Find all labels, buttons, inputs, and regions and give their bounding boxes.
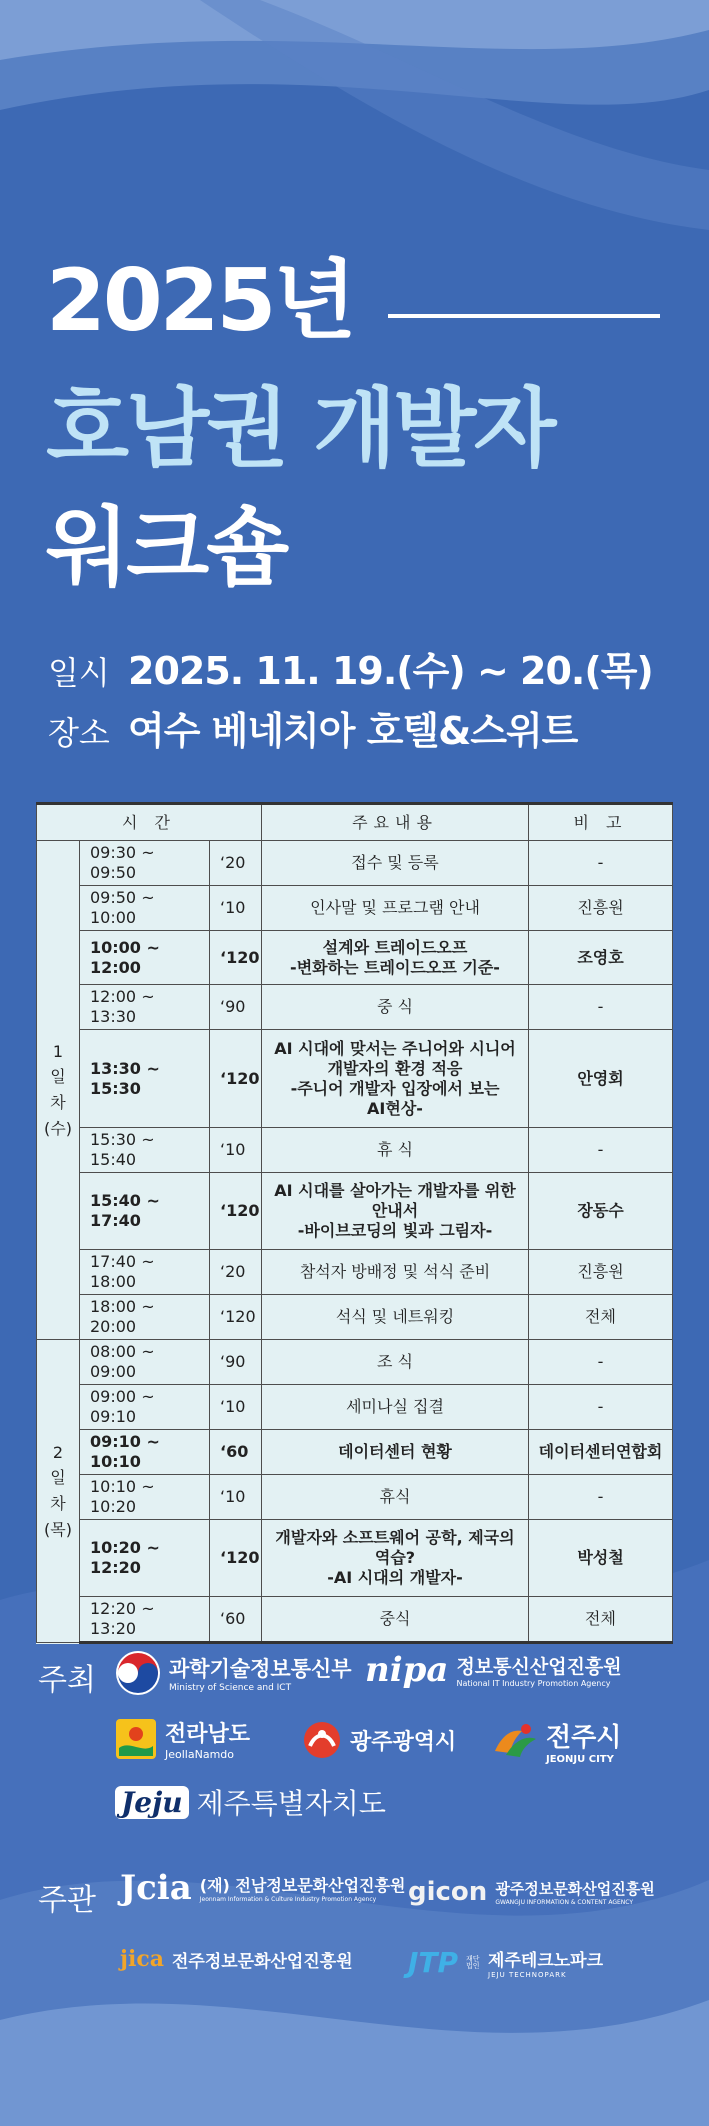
note-cell: - [529, 1340, 673, 1385]
content-cell [262, 1475, 529, 1520]
content-line: 인사말 및 프로그램 안내 [310, 898, 480, 917]
content-cell [262, 1385, 529, 1430]
time-cell: 09:00 ~ 09:10 [80, 1385, 210, 1430]
title-main: 호남권 개발자 [46, 379, 554, 479]
jeonnam-logo [115, 1717, 250, 1761]
title-rule [388, 314, 660, 318]
header-content: 주요내용 [262, 804, 529, 841]
jeonnam-english: JeollaNamdo [165, 1748, 234, 1761]
duration-cell: ‘10 [210, 886, 262, 931]
content-cell [262, 1430, 529, 1475]
day2-label [37, 1340, 80, 1643]
duration-cell: ‘90 [210, 1340, 262, 1385]
time-cell: 12:00 ~ 13:30 [80, 985, 210, 1030]
note-cell: 안영회 [529, 1030, 673, 1128]
nipa-mark: nipa [365, 1650, 449, 1690]
duration-cell: ‘20 [210, 841, 262, 886]
content-cell [262, 841, 529, 886]
table-row [37, 1597, 673, 1643]
content-cell [262, 931, 529, 985]
time-cell: 10:10 ~ 10:20 [80, 1475, 210, 1520]
hosts-label: 주최 [38, 1663, 96, 1698]
content-line: 개발자와 소프트웨어 공학, 제국의 [275, 1528, 515, 1547]
content-line: 설계와 트레이드오프 [322, 937, 468, 957]
note-cell: - [529, 1128, 673, 1173]
table-row [37, 1173, 673, 1250]
jeonnam-emblem-icon [115, 1718, 157, 1760]
gwangju-name: 광주광역시 [350, 1729, 457, 1755]
schedule-header-row [37, 804, 673, 841]
jeju-logo [115, 1782, 386, 1822]
table-row [37, 1520, 673, 1597]
jcia-english: Jeonnam Information & Culture Industry Promotion Agency [199, 1896, 377, 1903]
venue-value: 여수 베네치아 호텔&스위트 [128, 709, 578, 753]
day-label-part: 2 [52, 1442, 64, 1462]
time-cell: 09:30 ~ 09:50 [80, 841, 210, 886]
note-cell: 장동수 [529, 1173, 673, 1250]
content-line: 중식 [379, 1609, 411, 1628]
duration-cell: ‘10 [210, 1385, 262, 1430]
content-line: 세미나실 집결 [346, 1397, 444, 1416]
duration-cell: ‘120 [210, 1520, 262, 1597]
time-cell: 15:30 ~ 15:40 [80, 1128, 210, 1173]
jeonju-logo [492, 1717, 621, 1765]
jtp-name: 제주테크노파크 [488, 1951, 604, 1971]
table-row [37, 1128, 673, 1173]
note-cell: 데이터센터연합회 [529, 1430, 673, 1475]
jeonju-english: JEONJU CITY [546, 1754, 614, 1765]
duration-cell: ‘120 [210, 1295, 262, 1340]
nipa-name: 정보통신산업진흥원 [456, 1656, 622, 1678]
note-cell: 조영호 [529, 931, 673, 985]
content-line: -바이브코딩의 빛과 그림자- [297, 1221, 493, 1240]
content-line: 휴식 [379, 1487, 411, 1506]
day-label-part: (수) [44, 1118, 72, 1138]
note-cell: 진흥원 [529, 1250, 673, 1295]
msit-name: 과학기술정보통신부 [169, 1657, 352, 1681]
note-cell: - [529, 985, 673, 1030]
date-value: 2025. 11. 19.(수) ~ 20.(목) [128, 649, 653, 693]
content-line: -AI 시대의 개발자- [327, 1568, 463, 1587]
table-row [37, 1385, 673, 1430]
content-line: -주니어 개발자 입장에서 보는 [290, 1078, 500, 1098]
content-line: 안내서 [371, 1201, 419, 1220]
note-cell: - [529, 1475, 673, 1520]
jeonju-name: 전주시 [546, 1723, 622, 1753]
organizers-label: 주관 [38, 1883, 96, 1918]
duration-cell: ‘120 [210, 1030, 262, 1128]
table-row [37, 1250, 673, 1295]
duration-cell: ‘60 [210, 1597, 262, 1643]
venue-row [48, 700, 577, 755]
table-row [37, 886, 673, 931]
content-line: 석식 및 네트워킹 [335, 1307, 455, 1326]
content-cell [262, 1250, 529, 1295]
gicon-logo [408, 1877, 655, 1907]
gicon-name: 광주정보문화산업진흥원 [495, 1880, 655, 1898]
table-row [37, 985, 673, 1030]
content-line: 역습? [374, 1548, 416, 1567]
time-cell: 09:50 ~ 10:00 [80, 886, 210, 931]
content-cell [262, 1295, 529, 1340]
jcia-name: (재) 전남정보문화산업진흥원 [199, 1876, 406, 1895]
table-row [37, 1295, 673, 1340]
time-cell: 09:10 ~ 10:10 [80, 1430, 210, 1475]
day-label-part: (목) [44, 1519, 72, 1539]
jica-logo [120, 1946, 353, 1972]
content-line: AI현상- [367, 1098, 423, 1118]
note-cell: 진흥원 [529, 886, 673, 931]
content-line: 중 식 [377, 997, 413, 1016]
time-cell: 17:40 ~ 18:00 [80, 1250, 210, 1295]
jtp-prefix: 재단법인 [466, 1954, 480, 1970]
duration-cell: ‘120 [210, 931, 262, 985]
content-cell [262, 985, 529, 1030]
time-cell: 18:00 ~ 20:00 [80, 1295, 210, 1340]
time-cell: 10:00 ~ 12:00 [80, 931, 210, 985]
content-cell [262, 1030, 529, 1128]
content-cell [262, 1520, 529, 1597]
time-cell: 12:20 ~ 13:20 [80, 1597, 210, 1643]
content-line: AI 시대에 맞서는 주니어와 시니어 [274, 1038, 516, 1058]
jtp-english: JEJU TECHNOPARK [488, 1971, 567, 1979]
jica-mark: jica [120, 1946, 164, 1972]
day1-label [37, 841, 80, 1340]
date-label: 일시 [48, 654, 110, 692]
day-label-part: 일 [50, 1067, 66, 1087]
date-row [48, 640, 653, 695]
content-line: 접수 및 등록 [351, 853, 439, 872]
jeju-mark: Jeju [115, 1786, 189, 1819]
msit-logo [115, 1650, 352, 1696]
table-row [37, 841, 673, 886]
day-label-part: 차 [50, 1494, 66, 1513]
schedule-body [37, 841, 673, 1643]
jeonnam-name: 전라남도 [165, 1722, 251, 1747]
duration-cell: ‘10 [210, 1128, 262, 1173]
taegeuk-icon [115, 1650, 161, 1696]
venue-label: 장소 [48, 714, 110, 752]
jeonju-emblem-icon [492, 1721, 538, 1761]
title-year: 2025년 [46, 251, 354, 351]
content-line: 데이터센터 현황 [338, 1442, 452, 1461]
nipa-english: National IT Industry Promotion Agency [456, 1679, 611, 1688]
content-cell [262, 1340, 529, 1385]
msit-english: Ministry of Science and ICT [169, 1683, 292, 1693]
table-row [37, 1030, 673, 1128]
duration-cell: ‘10 [210, 1475, 262, 1520]
title-sub: 워크숍 [46, 498, 287, 598]
duration-cell: ‘120 [210, 1173, 262, 1250]
table-row [37, 1475, 673, 1520]
header-time: 시 간 [37, 804, 262, 841]
header-note: 비 고 [529, 804, 673, 841]
note-cell: 박성철 [529, 1520, 673, 1597]
time-cell: 15:40 ~ 17:40 [80, 1173, 210, 1250]
content-cell [262, 886, 529, 931]
nipa-logo [365, 1650, 622, 1690]
content-line: -변화하는 트레이드오프 기준- [290, 957, 500, 977]
content-cell [262, 1173, 529, 1250]
jeju-name: 제주특별자치도 [196, 1787, 386, 1820]
note-cell: 전체 [529, 1295, 673, 1340]
jcia-mark: Jcia [120, 1868, 192, 1908]
gwangju-logo [302, 1720, 456, 1760]
duration-cell: ‘20 [210, 1250, 262, 1295]
duration-cell: ‘60 [210, 1430, 262, 1475]
content-line: 휴 식 [377, 1140, 413, 1159]
table-row [37, 931, 673, 985]
day-label-part: 일 [50, 1468, 66, 1488]
content-cell [262, 1597, 529, 1643]
time-cell: 13:30 ~ 15:30 [80, 1030, 210, 1128]
day-label-part: 차 [50, 1093, 66, 1112]
jica-name: 전주정보문화산업진흥원 [171, 1951, 353, 1972]
note-cell: - [529, 1385, 673, 1430]
jtp-mark: JTP [408, 1946, 459, 1979]
jcia-logo [120, 1868, 405, 1908]
gicon-english: GWANGJU INFORMATION & CONTENT AGENCY [495, 1899, 634, 1906]
time-cell: 10:20 ~ 12:20 [80, 1520, 210, 1597]
content-line: 참석자 방배정 및 석식 준비 [299, 1262, 491, 1281]
gicon-mark: gicon [408, 1877, 488, 1907]
note-cell: - [529, 841, 673, 886]
gwangju-emblem-icon [302, 1720, 342, 1760]
content-line: AI 시대를 살아가는 개발자를 위한 [274, 1181, 516, 1200]
content-cell [262, 1128, 529, 1173]
table-row [37, 1340, 673, 1385]
day-label-part: 1 [52, 1041, 64, 1061]
time-cell: 08:00 ~ 09:00 [80, 1340, 210, 1385]
table-row [37, 1430, 673, 1475]
note-cell: 전체 [529, 1597, 673, 1643]
content-line: 개발자의 환경 적응 [327, 1058, 463, 1078]
duration-cell: ‘90 [210, 985, 262, 1030]
jtp-logo [408, 1946, 603, 1979]
content-line: 조 식 [377, 1352, 413, 1371]
schedule-table [36, 802, 673, 1644]
